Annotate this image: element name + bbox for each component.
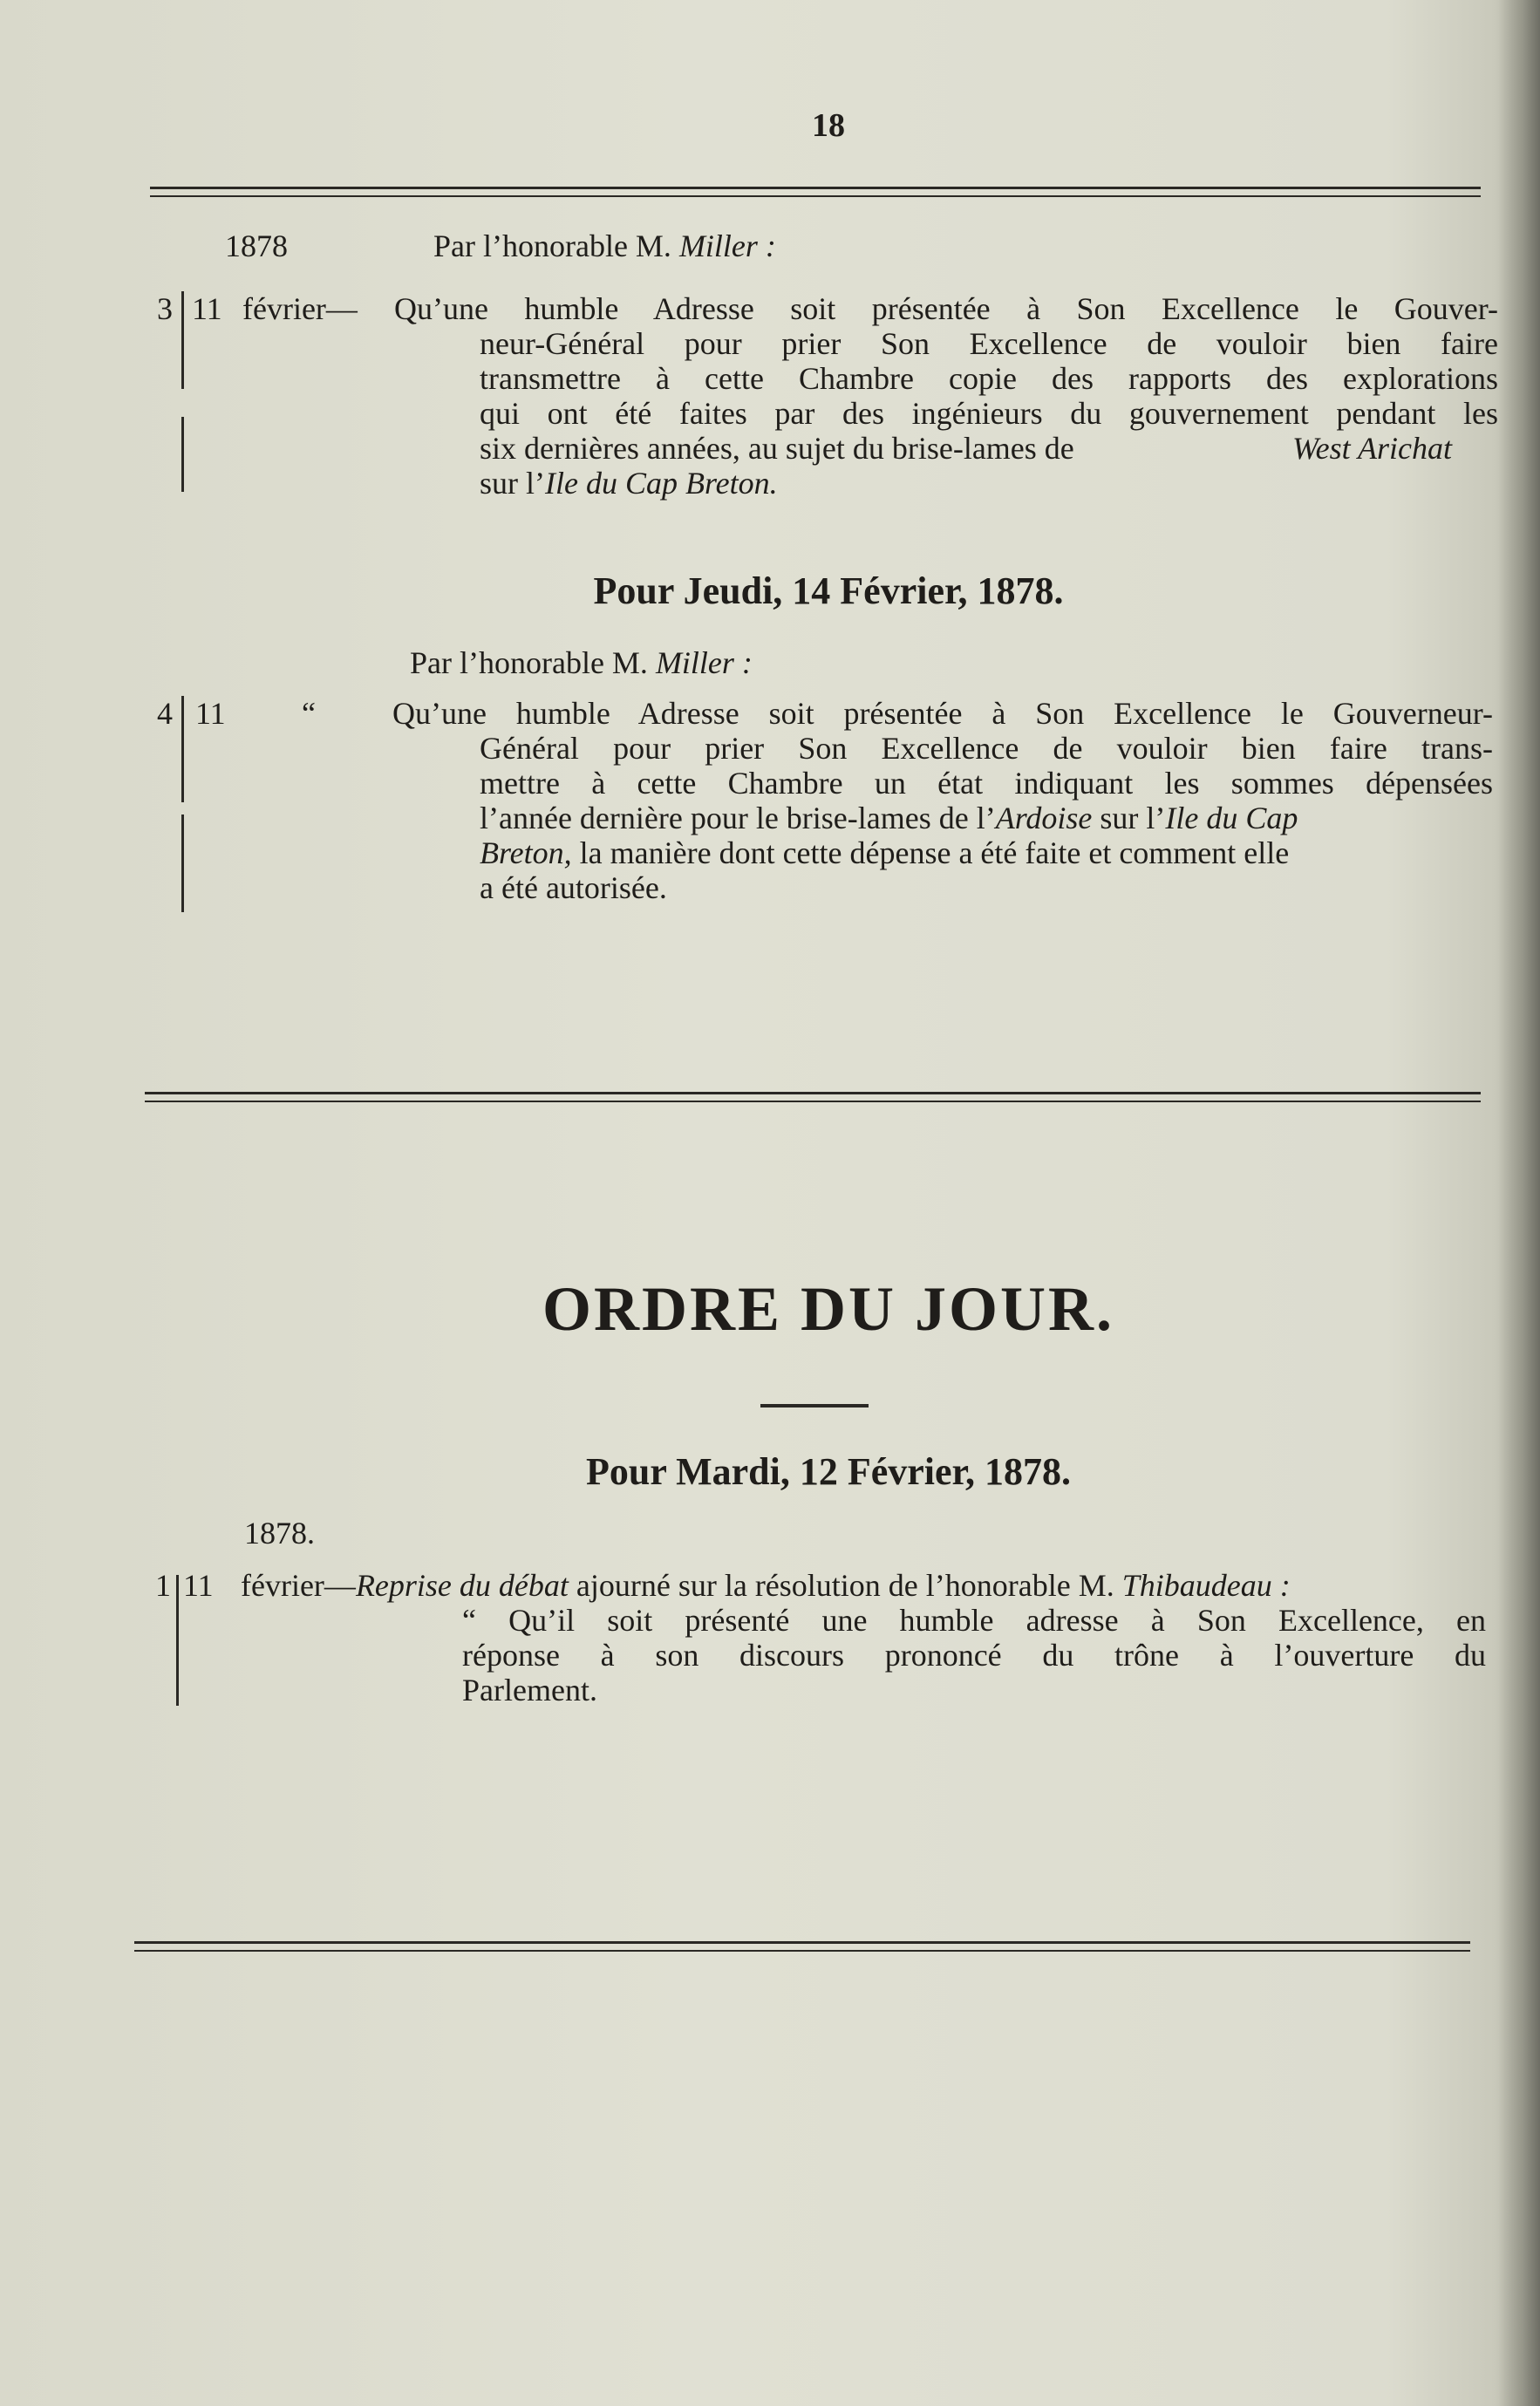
entry1-line-5-text: six dernières années, au sujet du brise-lames de xyxy=(480,431,1074,466)
entry3-line-1 xyxy=(241,1568,1291,1603)
entry3-line-4: Parlement. xyxy=(462,1673,597,1707)
entry2-line-2: Général pour prier Son Excellence de vouloir bien faire trans- xyxy=(480,731,1493,766)
entry2-line-6: a été autorisée. xyxy=(480,870,667,905)
entry3-line-3: réponse à son discours prononcé du trône à l’ouverture du xyxy=(462,1638,1486,1673)
entry3-day: 11 xyxy=(183,1568,214,1603)
entry2-line-4-text: l’année dernière pour le brise-lames de l’ xyxy=(480,801,996,835)
entry1-line-6 xyxy=(480,466,778,501)
entry1-place2: Ile du Cap Breton. xyxy=(545,466,778,501)
entry1-line-3: transmettre à cette Chambre copie des rapports des explorations xyxy=(480,361,1498,396)
entry3-year: 1878. xyxy=(244,1516,315,1551)
top-rule xyxy=(150,187,1481,197)
entry3-line-2: “ Qu’il soit présenté une humble adresse à Son Excellence, en xyxy=(462,1603,1486,1638)
entry3-rest: ajourné sur la résolution de l’honorable M. xyxy=(568,1568,1122,1603)
entry1-line-2: neur-Général pour prier Son Excellence de vouloir bien faire xyxy=(480,326,1498,361)
entry2-bar-1 xyxy=(181,696,184,802)
middle-rule xyxy=(145,1092,1481,1102)
entry2-mid: sur l’ xyxy=(1092,801,1166,835)
entry1-place1: West Arichat xyxy=(1292,431,1453,466)
entry1-line-1: Qu’une humble Adresse soit présentée à Son Excellence le Gouver- xyxy=(394,291,1498,326)
page-number: 18 xyxy=(812,107,845,144)
entry2-line-1: Qu’une humble Adresse soit présentée à Son Excellence le Gouverneur- xyxy=(392,696,1493,731)
entry2-number: 4 xyxy=(157,696,173,731)
entry2-place3: Breton, xyxy=(480,835,572,870)
entry2-line-5 xyxy=(480,835,1289,870)
entry3-month: février— xyxy=(241,1568,356,1603)
entry1-line-5 xyxy=(480,431,1074,466)
entry2-mover xyxy=(410,645,753,680)
entry3-reprise: Reprise du débat xyxy=(355,1568,569,1603)
title-underline xyxy=(760,1404,869,1407)
entry2-line-3: mettre à cette Chambre un état indiquant les sommes dépensées xyxy=(480,766,1493,801)
page-edge-shadow xyxy=(1498,0,1540,2406)
entry3-bar xyxy=(176,1575,179,1706)
ordre-du-jour-title: ORDRE DU JOUR. xyxy=(542,1274,1114,1344)
entry1-by: Par l’honorable M. xyxy=(433,228,671,263)
entry1-bar-1 xyxy=(181,291,184,389)
entry2-line-4 xyxy=(480,801,1298,835)
entry1-year: 1878 xyxy=(225,228,288,263)
entry1-mover xyxy=(433,228,776,263)
entry2-by: Par l’honorable M. xyxy=(410,645,648,680)
entry2-member: Miller : xyxy=(655,645,753,680)
entry2-place2: Ile du Cap xyxy=(1165,801,1298,835)
entry1-member: Miller : xyxy=(678,228,776,263)
entry1-day: 11 xyxy=(192,291,222,326)
entry1-place-west-arichat xyxy=(1292,431,1452,466)
entry3-number: 1 xyxy=(155,1568,171,1603)
bottom-rule xyxy=(134,1941,1470,1952)
entry1-month: février— xyxy=(242,291,358,326)
entry1-number: 3 xyxy=(157,291,173,326)
entry3-member: Thibaudeau : xyxy=(1121,1568,1291,1603)
heading-jeudi: Pour Jeudi, 14 Février, 1878. xyxy=(593,569,1064,612)
entry2-bar-2 xyxy=(181,814,184,912)
heading-mardi: Pour Mardi, 12 Février, 1878. xyxy=(585,1450,1071,1493)
entry1-line-4: qui ont été faites par des ingénieurs du gouvernement pendant les xyxy=(480,396,1498,431)
entry2-day: 11 xyxy=(195,696,226,731)
entry2-line-5-rest: la manière dont cette dépense a été faite et comment elle xyxy=(571,835,1290,870)
entry2-ditto-mark: “ xyxy=(302,696,316,731)
entry1-last-prefix: sur l’ xyxy=(480,466,545,501)
entry1-bar-2 xyxy=(181,417,184,492)
entry2-place1: Ardoise xyxy=(995,801,1093,835)
